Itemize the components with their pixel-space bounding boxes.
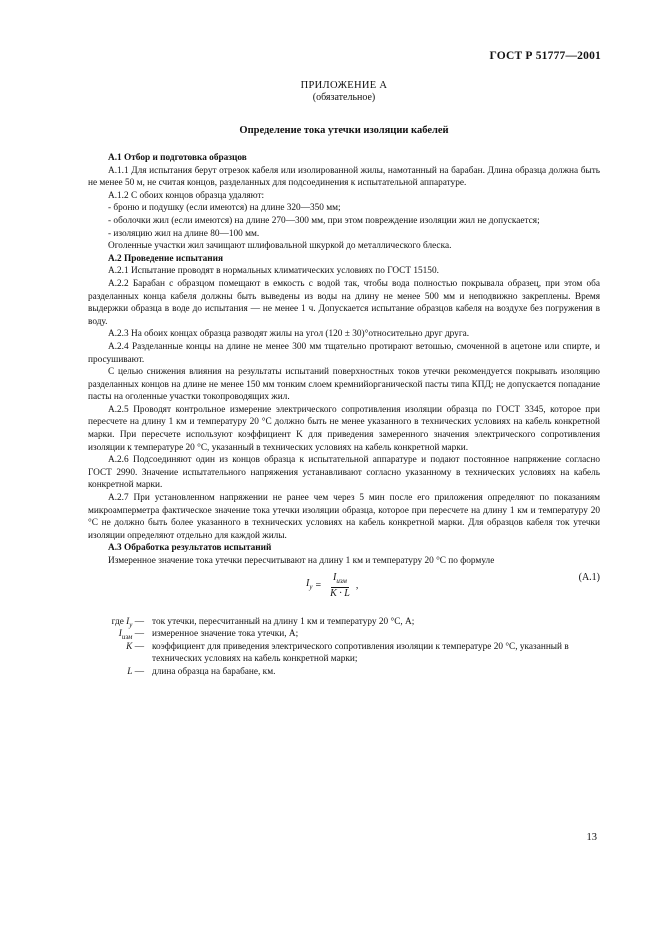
paragraph-a1-3: Оголенные участки жил зачищают шлифовальной шкуркой до металлического блеска.	[108, 241, 452, 252]
legend-row: K — коэффициент для приведения электрического сопротивления изоляции к температуре 20 °С, указанный в технических условиях на кабель конкретной марки;	[126, 641, 569, 665]
paragraph-a2-1: А.2.1 Испытание проводят в нормальных климатических условиях по ГОСТ 15150.	[108, 266, 439, 277]
paragraph-a3-1: Измеренное значение тока утечки пересчитывают на длину 1 км и температуру 20 °С по формуле	[108, 556, 495, 566]
section-title: Определение тока утечки изоляции кабелей	[239, 125, 449, 136]
paragraph-a2-4: А.2.4 Разделанные концы на длине не менее 300 мм тщательно протирают ветошью, смоченной в ацетоне или спирте, и просушивают.	[88, 341, 600, 365]
list-item-3: - изоляцию жил на длине 80—100 мм.	[108, 228, 260, 239]
paragraph-a2-2: А.2.2 Барабан с образцом помещают в емкость с водой так, чтобы вода полностью покрывала образец, при этом оба разделанных конца кабеля должны быть выведены из воды на длину не менее 500 мм и неподвижно закреплены. Время выдержки образца в воде до испытания — не менее 1 ч. Допускается испытание образцов кабеля на воздухе без погружения в воду.	[88, 278, 600, 327]
list-item-2: - оболочки жил (если имеются) на длине 270—300 мм, при этом повреждение изоляции жил не допускается;	[108, 215, 540, 226]
standard-code: ГОСТ Р 51777—2001	[489, 50, 601, 62]
formula-fraction: $\frac{I_{изм}}{K \cdot L}$	[330, 571, 350, 600]
paragraph-a2-8: А.2.7 При установленном напряжении не ранее чем через 5 мин после его приложения определяют по показаниям микроамперметра фактическое значение тока утечки изоляции образца, которое при пересчете на длину 1 км и температуру 20 °С не должно быть более указанного в технических условиях на кабель конкретной марки. Для образцов кабеля ток утечки изоляции определяют отдельно для каждой жилы.	[88, 493, 600, 541]
heading-a2: А.2 Проведение испытания	[108, 253, 224, 264]
formula-expression: $I_у$ = $\frac{I_{изм}}{K \cdot L}$ ,	[306, 571, 359, 600]
paragraph-a2-3: А.2.3 На обоих концах образца разводят жилы на угол (120 ± 30)°относительно друг друга.	[108, 329, 470, 340]
appendix-title: ПРИЛОЖЕНИЕ А	[300, 80, 388, 91]
paragraph-a2-7: А.2.6 Подсоединяют один из концов образца к испытательной аппаратуре и подают постоянное напряжение согласно ГОСТ 2990. Значение испытательного напряжения устанавливают согласно указанному в технических условиях на кабель конкретной марки.	[88, 455, 600, 491]
paragraph-a1-2: А.1.2 С обоих концов образца удаляют:	[108, 190, 265, 201]
paragraph-a2-5: С целью снижения влияния на результаты испытаний поверхностных токов утечки рекомендуется покрывать изоляцию разделанных концов на длине не менее 150 мм тонким слоем кремнийорганической пасты типа КПД; не допускается попадание пасты на оголенные участки токопроводящих жил.	[88, 367, 600, 403]
list-item-1: - броню и подушку (если имеются) на длине 320—350 мм;	[108, 203, 341, 214]
formula-lhs: $I_у$	[306, 578, 313, 592]
appendix-subtitle: (обязательное)	[312, 92, 376, 103]
document-body	[88, 152, 600, 679]
page-number: 13	[586, 832, 597, 843]
heading-a3: А.3 Обработка результатов испытаний	[108, 543, 272, 554]
formula-a1	[88, 568, 600, 612]
legend-row: где $I_у$ — ток утечки, пересчитанный на длину 1 км и температуру 20 °С, А;	[111, 616, 415, 629]
formula-number: (А.1)	[578, 571, 600, 583]
paragraph-a2-6: А.2.5 Проводят контрольное измерение электрического сопротивления изоляции образца по ГОСТ 3345, которое при пересчете на длину 1 км и температуру 20 °С должно быть не менее указанного в технических условиях на кабель конкретной марки. При пересчете используют коэффициент K для приведения замеренного значения электрического сопротивления изоляции к температуре 20 °С, указанный в технических условиях на кабель конкретной марки.	[88, 404, 600, 453]
formula-legend	[88, 616, 600, 679]
heading-a1: А.1 Отбор и подготовка образцов	[108, 153, 247, 163]
legend-row: $I_{изм}$ — измеренное значение тока утечки, А;	[118, 629, 299, 642]
legend-row: L — длина образца на барабане, км.	[127, 666, 276, 677]
paragraph-a1-1: А.1.1 Для испытания берут отрезок кабеля или изолированной жилы, намотанный на барабан. Длина образца должна быть не менее 50 м, не считая концов, разделанных для подсоединения к испытательной аппаратуре.	[88, 165, 600, 189]
